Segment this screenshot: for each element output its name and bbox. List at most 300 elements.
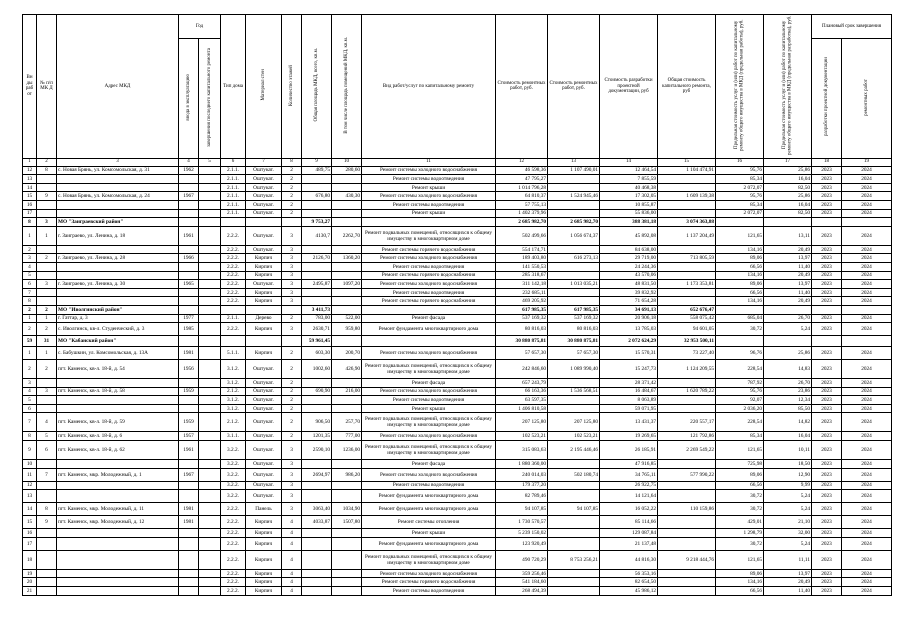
table-cell: 2.2.2. [221,288,246,297]
table-cell: 2.2.2. [221,254,246,263]
table-cell: 2024 [842,323,892,336]
table-cell [716,218,764,227]
table-cell: 4 [282,537,302,550]
table-cell: 26,70 [764,379,812,388]
table-row [23,481,892,490]
table-cell: 9 753,27 [302,218,332,227]
table-cell: 2023 [812,587,842,596]
table-cell: 2023 [812,175,842,184]
column-number: 17 [764,158,812,166]
table-cell: 2024 [842,550,892,569]
table-cell: 19 [23,569,37,578]
table-cell: 16,04 [764,175,812,184]
table-cell [199,166,221,175]
table-cell [199,578,221,587]
table-cell: 11,40 [764,288,812,297]
table-cell: 3.2.2. [221,460,246,469]
col-header-work-no: Вн ды раб от [23,15,37,159]
table-cell: 3.1.2. [221,360,246,379]
table-cell: 228,54 [716,360,764,379]
table-cell [332,481,362,490]
table-cell [658,200,716,209]
table-cell: 2590,10 [302,441,332,460]
table-cell [332,550,362,569]
table-cell: 5 [37,432,57,441]
table-row [23,226,892,245]
table-cell: 2.2.2. [221,226,246,245]
table-cell: 1959 [179,387,199,396]
table-cell: с. Новая Брянь, ул. Комсомольская, д. 24 [57,192,179,201]
table-cell: 228,54 [716,413,764,432]
table-cell: 2023 [812,379,842,388]
table-cell: 2.2.2. [221,245,246,254]
table-cell [199,468,221,481]
table-cell: Ремонт фасада [362,379,496,388]
table-cell [302,460,332,469]
table-cell: 2 685 982,70 [496,218,548,227]
table-cell: 40 468,38 [600,183,658,192]
table-cell: 26,70 [764,314,812,323]
table-cell: 200,70 [332,347,362,360]
table-cell: 121,65 [716,441,764,460]
table-cell: Оштукат. [246,404,282,413]
table-cell [548,297,600,306]
table-cell: 617 985,35 [548,305,600,314]
table-cell: 45 986,12 [600,587,658,596]
table-cell: 29 719,00 [600,254,658,263]
col-header-address: Адрес МКД [57,15,179,159]
table-cell: 2023 [812,347,842,360]
table-cell: 2 [37,254,57,263]
table-cell [37,396,57,405]
table-cell: 2024 [842,314,892,323]
table-cell [332,209,362,218]
table-cell: Кирпич [246,323,282,336]
table-cell: 2023 [812,550,842,569]
table-cell: 2.1.1. [221,209,246,218]
table-row [23,175,892,184]
table-cell [57,490,179,503]
table-cell [812,305,842,314]
table-cell: 2 [282,314,302,323]
table-cell: Кирпич [246,297,282,306]
table-cell: 3 411,73 [302,305,332,314]
table-cell: 28 371,42 [600,379,658,388]
table-cell: 4 [282,516,302,529]
table-row [23,432,892,441]
column-number: 11 [362,158,496,166]
table-cell: 12 [23,166,37,175]
table-cell: 2024 [842,209,892,218]
table-cell [302,379,332,388]
table-cell: 2024 [842,529,892,538]
table-cell: 2.2.2. [221,578,246,587]
table-cell: 56 353,16 [600,569,658,578]
table-cell: 71 654,28 [600,297,658,306]
table-cell: 121,65 [716,550,764,569]
table-cell: пгт. Каменск, кв-л. 18-й, д. 59 [57,413,179,432]
table-cell [548,587,600,596]
table-cell [57,529,179,538]
table-cell [57,537,179,550]
table-cell: 2023 [812,404,842,413]
table-row [23,166,892,175]
table-cell [658,297,716,306]
table-cell: 85 114,66 [600,516,658,529]
table-cell [658,288,716,297]
table-cell [57,271,179,280]
table-cell: 21 137,48 [600,537,658,550]
table-cell [179,218,199,227]
table-cell: 2 269 549,22 [658,441,716,460]
table-cell [37,245,57,254]
table-cell [332,587,362,596]
table-cell [548,460,600,469]
table-cell [282,218,302,227]
table-cell: 2023 [812,396,842,405]
table-cell: Ремонт системы холодного водоснабжения [362,387,496,396]
table-cell [179,569,199,578]
table-cell: 2 [23,305,37,314]
table-cell: 2024 [842,468,892,481]
table-cell: 3 [282,468,302,481]
table-cell: 2.1.1. [221,314,246,323]
table-cell: 16 484,67 [600,387,658,396]
table-cell [282,336,302,347]
table-cell: 84 638,00 [600,245,658,254]
table-cell: 2 [282,209,302,218]
table-cell: 2024 [842,175,892,184]
table-cell: 1 [23,226,37,245]
table-cell [548,379,600,388]
table-cell [362,305,496,314]
table-cell: Ремонт подвальных помещений, относящихся к общему имуществу в многоквартирном доме [362,550,496,569]
table-cell: 95,76 [716,166,764,175]
table-cell: 1 [23,314,37,323]
table-cell [37,297,57,306]
table-cell: 66,56 [716,262,764,271]
col-header-limit-design: Предельная стоимость услуг и (или) работ по капитальному ремонту общего имущества в МКД (предельная разработка), руб. [764,15,812,159]
table-cell: 1 089 990,40 [548,360,600,379]
table-cell [199,218,221,227]
table-cell [302,481,332,490]
table-cell: 12,34 [764,396,812,405]
table-cell: 57 657,30 [548,347,600,360]
table-cell: 80 816,03 [496,323,548,336]
table-cell: 2024 [842,245,892,254]
table-cell [548,262,600,271]
table-cell: 2 [37,360,57,379]
table-cell [199,529,221,538]
table-cell: 2.2.2. [221,280,246,289]
table-cell: пгт. Каменск, кв-л. 18-й, д. 58 [57,387,179,396]
table-cell [199,481,221,490]
table-cell: 9 [37,516,57,529]
table-cell: 1360,20 [332,254,362,263]
table-cell: 2024 [842,587,892,596]
table-cell: 2 [282,432,302,441]
table-cell [199,432,221,441]
table-cell: 10,11 [764,441,812,460]
table-cell: 2023 [812,288,842,297]
table-cell [179,578,199,587]
table-cell: 1957 [179,432,199,441]
table-cell [658,529,716,538]
table-cell [842,218,892,227]
table-cell: 2 036,20 [716,404,764,413]
table-cell: 240 014,03 [496,468,548,481]
table-cell: 1959 [179,413,199,432]
table-cell: Ремонт системы водоотведения [362,175,496,184]
table-cell: 2024 [842,569,892,578]
table-cell: Оштукат. [246,379,282,388]
col-header-design-cost: Стоимость разработки проектной документации, руб [600,15,658,159]
table-cell: Ремонт системы холодного водоснабжения [362,432,496,441]
table-cell: 20,49 [764,297,812,306]
table-cell [37,587,57,596]
table-cell [658,460,716,469]
table-cell [332,490,362,503]
table-cell: Оштукат. [246,413,282,432]
table-row [23,209,892,218]
table-cell: 16,04 [764,432,812,441]
table-cell [302,245,332,254]
table-cell: 1985 [179,323,199,336]
table-cell [199,192,221,201]
table-cell: 14 [23,503,37,516]
table-row [23,404,892,413]
table-cell [658,578,716,587]
table-cell: 3 [23,254,37,263]
table-cell: 134,16 [716,245,764,254]
table-cell: 1 104 474,91 [658,166,716,175]
col-header-total-cost: Общая стоимость капитального ремонта, руб [658,15,716,159]
table-cell: с. Бабушкин, ул. Комсомольская, д. 13А [57,347,179,360]
table-cell [332,578,362,587]
table-cell: 2024 [842,578,892,587]
table-cell: 2 [282,396,302,405]
table-cell: Ремонт фасада [362,460,496,469]
table-cell: 11,40 [764,262,812,271]
table-cell: 4 [282,569,302,578]
table-cell [658,271,716,280]
table-cell [57,481,179,490]
table-cell: 55 836,00 [600,209,658,218]
table-cell: Кирпич [246,537,282,550]
table-cell [57,569,179,578]
table-cell: 30,72 [716,323,764,336]
table-cell: 5,24 [764,490,812,503]
table-cell: 2024 [842,288,892,297]
table-cell: 2024 [842,262,892,271]
table-cell: 121,65 [716,226,764,245]
table-cell [37,288,57,297]
table-cell: 96,76 [716,347,764,360]
table-cell [179,336,199,347]
table-cell: Ремонт системы водоотведения [362,396,496,405]
table-cell: пгт. Каменск, кв-л. 18-й, д. 6 [57,432,179,441]
table-cell [199,245,221,254]
table-cell [199,550,221,569]
table-cell [199,209,221,218]
table-cell: 2024 [842,481,892,490]
table-cell: 959,80 [332,323,362,336]
table-cell [179,396,199,405]
table-cell [658,209,716,218]
table-cell: 1 620 789,22 [658,387,716,396]
table-cell: 1034,90 [332,503,362,516]
table-cell [332,262,362,271]
table-cell: 2023 [812,468,842,481]
table-cell: пгт. Каменск, мкр. Молодежный, д. 1 [57,468,179,481]
table-cell: 59 961,45 [302,336,332,347]
column-number: 7 [246,158,282,166]
table-cell [37,460,57,469]
col-header-floors: Количество этажей [282,15,302,159]
table-cell: 123 920,49 [496,537,548,550]
table-cell: 554 174,71 [496,245,548,254]
table-cell: 2024 [842,379,892,388]
table-cell: 3 [282,481,302,490]
table-cell: с. Иволгинск, кв-л. Студенческий, д. 3 [57,323,179,336]
table-cell [37,481,57,490]
table-cell: 469 205,92 [496,297,548,306]
district-total-row [23,336,892,347]
table-cell: 2.1.1. [221,175,246,184]
table-cell: 3.2.2. [221,481,246,490]
table-cell [764,218,812,227]
table-cell: 2 [37,305,57,314]
table-cell: 14 121,64 [600,490,658,503]
table-cell [716,336,764,347]
table-cell: 6 [37,441,57,460]
table-cell: 8 [23,218,37,227]
table-cell: 16 [23,200,37,209]
table-cell: Ремонт фундамента многоквартирного дома [362,503,496,516]
table-cell: 17 [23,537,37,550]
table-cell: 2024 [842,271,892,280]
table-cell: 2023 [812,432,842,441]
table-cell: 3.1.2. [221,379,246,388]
table-cell [658,404,716,413]
table-cell: 3 [37,218,57,227]
column-number: 12 [496,158,548,166]
table-cell: 3 [282,460,302,469]
table-cell: 2023 [812,503,842,516]
table-row [23,468,892,481]
table-cell: 45 892,08 [600,226,658,245]
table-cell [57,460,179,469]
table-cell: 2 [282,360,302,379]
table-cell: Оштукат. [246,432,282,441]
table-cell: 2 [282,379,302,388]
table-cell: 1962 [179,166,199,175]
table-cell: Оштукат. [246,192,282,201]
table-cell: Оштукат. [246,441,282,460]
table-cell: 3 [282,254,302,263]
table-cell [199,288,221,297]
table-cell [199,413,221,432]
table-cell: г. Гаттар, д. 3 [57,314,179,323]
table-cell: 2023 [812,323,842,336]
table-cell [332,379,362,388]
table-cell: пгт. Каменск, мкр. Молодежный, д. 11 [57,503,179,516]
table-cell: 1 [37,314,57,323]
table-cell [199,503,221,516]
table-cell: 1981 [179,516,199,529]
table-cell: 558 075,42 [658,314,716,323]
table-cell: 13 [23,490,37,503]
table-cell: 89,06 [716,468,764,481]
table-cell: 617 985,35 [496,305,548,314]
table-cell: 315 083,63 [496,441,548,460]
table-cell [282,305,302,314]
table-cell: 7 [23,288,37,297]
table-cell: 73 227,40 [658,347,716,360]
table-row [23,323,892,336]
table-cell [199,200,221,209]
table-cell [332,404,362,413]
table-cell [302,175,332,184]
table-cell: 2023 [812,254,842,263]
table-cell: 7 855,59 [600,175,658,184]
table-cell: 21,10 [764,516,812,529]
table-cell: 2024 [842,441,892,460]
table-cell [658,516,716,529]
table-cell: 2023 [812,262,842,271]
col-header-mkd-no: № п/п МК Д [37,15,57,159]
table-cell: 537 169,32 [548,314,600,323]
table-cell: Оштукат. [246,200,282,209]
table-cell: г. Заиграево, ул. Ленина, д. 28 [57,254,179,263]
table-cell: 121 792,86 [658,432,716,441]
table-cell: 3 [23,379,37,388]
table-cell: 34 691,13 [600,305,658,314]
table-cell: 1 173 353,81 [658,280,716,289]
table-cell [179,297,199,306]
table-cell [37,209,57,218]
table-cell [199,336,221,347]
repair-plan-table [22,14,892,596]
table-cell [716,305,764,314]
table-cell: г. Заиграево, ул. Ленина, д. 30 [57,280,179,289]
table-cell: 1965 [179,280,199,289]
table-cell [179,379,199,388]
table-cell: 63 597,35 [496,396,548,405]
table-cell: пгт. Каменск, мкр. Молодежный, д. 12 [57,516,179,529]
table-cell: 134,16 [716,578,764,587]
column-number: 8 [282,158,302,166]
table-row [23,537,892,550]
table-cell [199,490,221,503]
table-cell: 2023 [812,460,842,469]
table-cell [199,254,221,263]
table-cell: 5,24 [764,537,812,550]
table-cell: 1 124 209,55 [658,360,716,379]
table-cell: 906,50 [302,413,332,432]
table-cell: 1201,35 [302,432,332,441]
table-cell [57,379,179,388]
table-cell [302,288,332,297]
table-cell [764,305,812,314]
column-number: 18 [812,158,842,166]
table-cell: 2023 [812,297,842,306]
table-cell [332,305,362,314]
table-cell: 64 810,37 [496,192,548,201]
table-cell: Кирпич [246,529,282,538]
table-cell [658,537,716,550]
table-cell [199,271,221,280]
